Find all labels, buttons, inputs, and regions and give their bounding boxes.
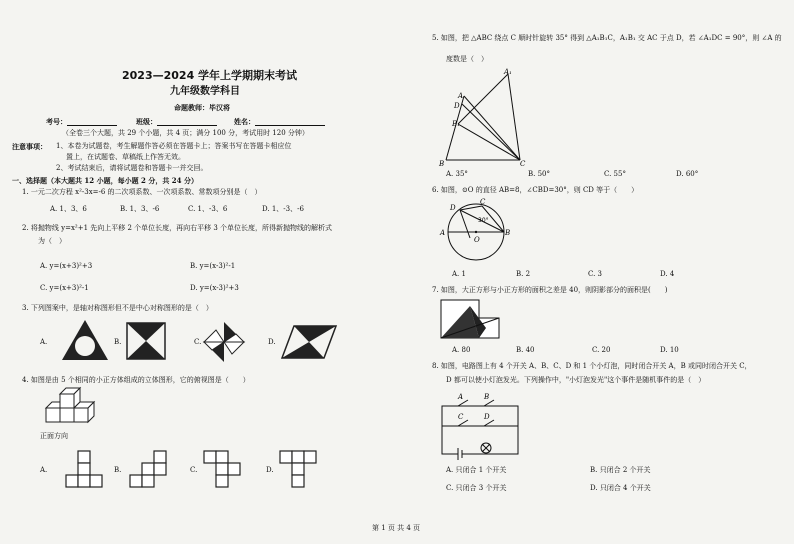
q6-label-o: O <box>474 236 480 244</box>
exam-intro: （全卷三个大题，共 29 个小题，共 4 页；满分 100 分，考试用时 120 分钟） <box>62 129 309 137</box>
q4-cube-solid-figure <box>44 386 104 432</box>
q2-option-b[interactable]: B. y=(x-3)²-1 <box>190 262 236 270</box>
q4-front-label: 正面方向 <box>40 432 68 440</box>
class-field <box>136 117 217 126</box>
exam-no-field <box>46 117 117 126</box>
teacher-line: 命题教师：毕汉将 <box>174 103 230 112</box>
q7-stem: 7. 如图，大正方形与小正方形的面积之差是 40，则阴影部分的面积是( ) <box>432 286 668 294</box>
q7-option-a[interactable]: A. 80 <box>452 346 471 354</box>
q3-option-a-label[interactable]: A. <box>40 338 48 346</box>
q1-stem: 1. 一元二次方程 x²-3x=-6 的二次项系数、一次项系数、常数项分别是（ ） <box>22 188 262 196</box>
q2-option-d[interactable]: D. y=(x-3)²+3 <box>190 284 239 292</box>
q1-option-c[interactable]: C. 1、-3、6 <box>188 205 228 213</box>
section-1-heading: 一、选择题（本大题共 12 小题，每小题 2 分，共 24 分） <box>12 176 198 185</box>
q6-label-b: B <box>505 229 511 237</box>
q5-option-b[interactable]: B. 50° <box>528 170 551 178</box>
q4-view-d[interactable] <box>278 450 318 490</box>
q5-label-b1: B₁ <box>452 120 460 128</box>
q3-figure-a-triangle-circle[interactable] <box>60 318 110 362</box>
q4-view-a[interactable] <box>64 450 104 490</box>
q5-stem: 5. 如图，把 △ABC 绕点 C 顺时针旋转 35° 得到 △A₁B₁C，A₁B₁ 交 AC 于点 D，若 ∠A₁DC = 90°，则 ∠A 的 <box>432 34 782 42</box>
q7-option-b[interactable]: B. 40 <box>516 346 535 354</box>
exam-no-label: 考号： <box>46 117 67 126</box>
note-1b: 置上，在试题卷、草稿纸上作答无效。 <box>66 153 185 161</box>
q8-stem-2: D 都可以使小灯泡发光。下列操作中，"小灯泡发光"这个事件是随机事件的是（ ） <box>446 376 706 384</box>
q1-option-b[interactable]: B. 1、3、-6 <box>120 205 160 213</box>
q5-option-d[interactable]: D. 60° <box>676 170 699 178</box>
q3-figure-b-hourglass-square[interactable] <box>126 322 166 360</box>
q7-option-d[interactable]: D. 10 <box>660 346 679 354</box>
q8-option-c[interactable]: C. 只闭合 3 个开关 <box>446 484 507 492</box>
class-label: 班级： <box>136 117 157 126</box>
q5-label-d: D <box>454 102 460 110</box>
q8-label-d: D <box>484 413 490 421</box>
q6-circle-figure <box>440 198 520 262</box>
note-1a: 1、本卷为试题卷，考生解题作答必须在答题卡上；答案书写在答题卡相应位 <box>56 142 292 150</box>
note-2: 2、考试结束后，请将试题卷和答题卡一并交回。 <box>56 164 208 172</box>
q8-label-c: C <box>458 413 464 421</box>
exam-subject: 九年级数学科目 <box>170 86 240 97</box>
name-blank <box>255 117 325 126</box>
q2-stem-2: 为（ ） <box>38 237 66 245</box>
class-blank <box>157 117 217 126</box>
q3-option-b-label[interactable]: B. <box>114 338 122 346</box>
q4-option-b-label[interactable]: B. <box>114 466 122 474</box>
q8-option-a[interactable]: A. 只闭合 1 个开关 <box>446 466 507 474</box>
q8-option-d[interactable]: D. 只闭合 4 个开关 <box>590 484 651 492</box>
q4-option-d-label[interactable]: D. <box>266 466 274 474</box>
exam-title: 2023—2024 学年上学期期末考试 <box>122 69 298 82</box>
exam-no-blank <box>67 117 117 126</box>
q6-option-a[interactable]: A. 1 <box>452 270 466 278</box>
q6-label-angle: 30° <box>478 217 489 224</box>
q8-label-b: B <box>484 393 490 401</box>
q8-stem: 8. 如图，电路图上有 4 个开关 A、B、C、D 和 1 个小灯泡，同时闭合开关 A，B 或同时闭合开关 C， <box>432 362 752 370</box>
q4-option-c-label[interactable]: C. <box>190 466 198 474</box>
q6-stem: 6. 如图，⊙O 的直径 AB=8，∠CBD=30°，则 CD 等于（ ） <box>432 186 639 194</box>
q2-option-a[interactable]: A. y=(x+3)²+3 <box>40 262 93 270</box>
q3-figure-d-parallelogram[interactable] <box>280 324 338 360</box>
q4-stem: 4. 如图是由 5 个相同的小正方体组成的立体图形，它的俯视图是（ ） <box>22 376 250 384</box>
notes-label: 注意事项： <box>12 142 47 151</box>
q8-option-b[interactable]: B. 只闭合 2 个开关 <box>590 466 651 474</box>
q5-rotation-figure <box>438 64 538 166</box>
q1-option-d[interactable]: D. 1、-3、-6 <box>262 205 304 213</box>
q4-view-c[interactable] <box>202 450 242 490</box>
q3-option-d-label[interactable]: D. <box>268 338 276 346</box>
q8-circuit-diagram <box>438 392 522 462</box>
q3-stem: 3. 下列图案中，是轴对称图形但不是中心对称图形的是（ ） <box>22 304 213 312</box>
q6-option-c[interactable]: C. 3 <box>588 270 603 278</box>
q6-option-d[interactable]: D. 4 <box>660 270 675 278</box>
page-footer: 第 1 页 共 4 页 <box>372 524 421 532</box>
q8-label-a: A <box>458 393 464 401</box>
q5-label-a: A <box>458 92 464 100</box>
q5-label-c: C <box>520 160 526 168</box>
q5-option-c[interactable]: C. 55° <box>604 170 626 178</box>
q4-option-a-label[interactable]: A. <box>40 466 48 474</box>
q2-option-c[interactable]: C. y=(x+3)²-1 <box>40 284 89 292</box>
q3-option-c-label[interactable]: C. <box>194 338 202 346</box>
q7-squares-figure <box>440 298 500 340</box>
q5-label-a1: A₁ <box>504 68 512 76</box>
q2-stem: 2. 将抛物线 y=x²+1 先向上平移 2 个单位长度，再向右平移 3 个单位长度，所得新抛物线的解析式 <box>22 224 333 232</box>
q6-option-b[interactable]: B. 2 <box>516 270 531 278</box>
q6-label-c: C <box>480 198 486 206</box>
q6-label-a: A <box>440 229 446 237</box>
q7-option-c[interactable]: C. 20 <box>592 346 611 354</box>
name-label: 姓名： <box>234 117 255 126</box>
q1-option-a[interactable]: A. 1、3、6 <box>50 205 87 213</box>
q6-label-d: D <box>450 204 456 212</box>
q3-figure-c-pinwheel[interactable] <box>202 320 246 364</box>
q5-label-b: B <box>439 160 445 168</box>
q4-view-b[interactable] <box>128 450 168 490</box>
q5-option-a[interactable]: A. 35° <box>446 170 468 178</box>
q5-stem-2: 度数是（ ） <box>446 55 488 63</box>
name-field <box>234 117 325 126</box>
